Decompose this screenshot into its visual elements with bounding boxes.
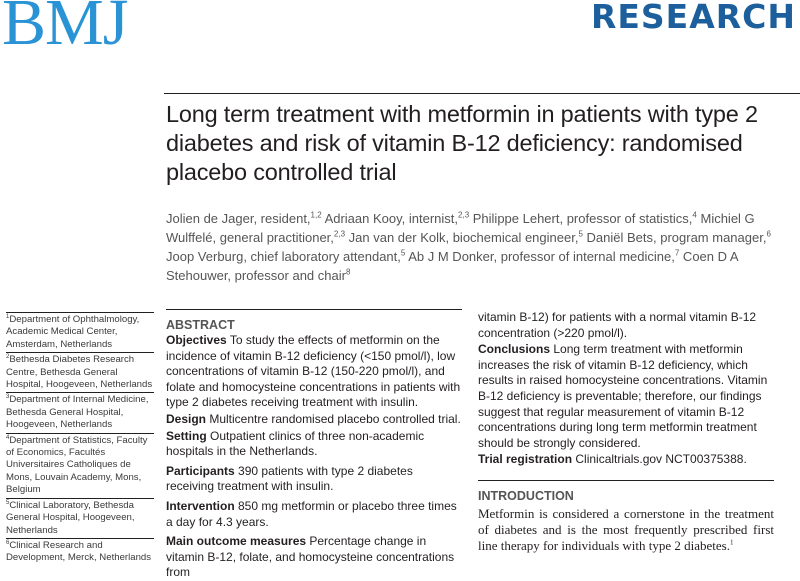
abstract-setting: Setting Outpatient clinics of three non-academic hospitals in the Netherlands.: [166, 428, 425, 459]
section-label: RESEARCH: [590, 0, 796, 36]
affiliation-2: $^2$Bethesda Diabetes Research Centre, Bethesda General Hospital, Hoogeveen, Netherlands: [6, 352, 154, 392]
affiliation-4: $^4$Department of Statistics, Faculty of Economics, Facultés Universitaires Catholiques de Mons, Louvain Academy, Mons, Belgium: [6, 433, 154, 498]
author-5: Jan van der Kolk, biochemical engineer,$^5$: [345, 229, 583, 245]
affiliation-5: $^5$Clinical Laboratory, Bethesda General Hospital, Hoogeveen, Netherlands: [6, 498, 154, 538]
abstract-intervention: Intervention 850 mg metformin or placebo three times a day for 4.3 years.: [166, 498, 457, 529]
abstract-trial-registration: Trial registration Clinicaltrials.gov NCT00375388.: [478, 452, 747, 467]
author-9: Coen D A Stehouwer, professor and chair$^8$: [166, 249, 738, 283]
abstract-participants: Participants 390 patients with type 2 diabetes receiving treatment with insulin.: [166, 463, 413, 494]
article-title: Long term treatment with metformin in patients with type 2 diabetes and risk of vitamin B-12 deficiency: randomised placebo controlled trial: [166, 101, 758, 185]
affiliation-6: $^6$Clinical Research and Development, Merck, Netherlands: [6, 538, 154, 566]
title-divider: [164, 93, 800, 94]
introduction-heading: INTRODUCTION: [478, 480, 774, 503]
abstract-conclusions: Conclusions Long term treatment with metformin increases the risk of vitamin B-12 deficiency, which results in raised homocysteine concentrations. Vitamin B-12 deficiency is preventable; therefore, our findings suggest that regular measurement of vitamin B-12 concentrations during long term metformin treatment should be strongly considered.: [478, 342, 768, 450]
author-1: Jolien de Jager, resident,$^{1,2}$: [166, 210, 322, 226]
author-3: Philippe Lehert, professor of statistics,$^4$: [469, 210, 697, 226]
author-2: Adriaan Kooy, internist,$^{2,3}$: [321, 210, 470, 226]
abstract-outcome-measures: Main outcome measures Percentage change in vitamin B-12, folate, and homocysteine concentrations from: [166, 534, 455, 580]
author-6: Daniël Bets, program manager,$^6$: [582, 229, 771, 245]
abstract-objectives: Objectives To study the effects of metformin on the incidence of vitamin B-12 deficiency (<150 pmol/l), low concentrations of vitamin B-12 (150-220 pmol/l), and folate and homocysteine concentrations in patients with type 2 diabetes receiving treatment with insulin.: [166, 333, 461, 410]
author-8: Ab J M Donker, professor of internal medicine,$^7$: [405, 248, 680, 264]
author-7: Joop Verburg, chief laboratory attendant,$^5$: [166, 248, 406, 264]
journal-logo: BMJ: [2, 0, 128, 59]
abstract-design: Design Multicentre randomised placebo controlled trial.: [166, 411, 461, 426]
affiliations: [6, 312, 154, 566]
abstract-column-left: [166, 309, 462, 581]
abstract-continuation: vitamin B-12) for patients with a normal vitamin B-12 concentration (>220 pmol/l).: [478, 310, 757, 340]
abstract-heading: ABSTRACT: [166, 309, 462, 332]
affiliation-3: $^3$Department of Internal Medicine, Bethesda General Hospital, Hoogeveen, Netherlands: [6, 392, 154, 432]
abstract-column-right: [478, 309, 774, 554]
affiliation-1: $^1$Department of Ophthalmology, Academic Medical Center, Amsterdam, Netherlands: [6, 312, 154, 352]
introduction-text: Metformin is considered a cornerstone in the treatment of diabetes and is the most frequently prescribed first line therapy for individuals with type 2 diabetes.$^1$: [478, 505, 774, 553]
author-list: [166, 209, 796, 285]
author-4: Michiel G Wulffelé, general practitioner,$^{2,3}$: [166, 211, 755, 245]
